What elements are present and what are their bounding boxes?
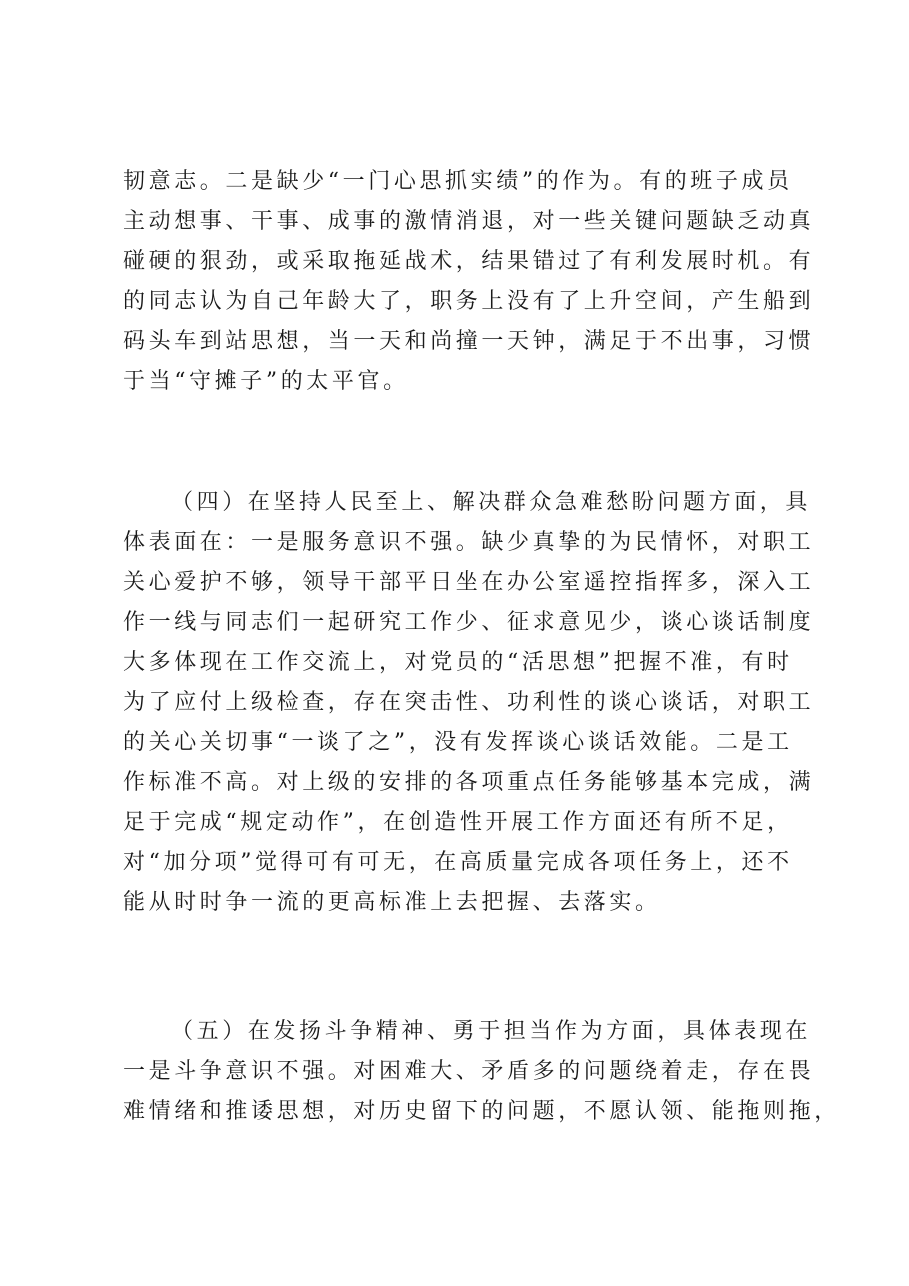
paragraph-line: 的关心关切事“一谈了之”，没有发挥谈心谈话效能。二是工 bbox=[123, 730, 793, 755]
paragraph-line: 体表面在：一是服务意识不强。缺少真挚的为民情怀，对职工 bbox=[123, 530, 815, 555]
paragraph-line: 韧意志。二是缺少“一门心思抓实绩”的作为。有的班子成员 bbox=[123, 169, 793, 194]
paragraph-line: 碰硬的狠劲，或采取拖延战术，结果错过了有利发展时机。有 bbox=[123, 249, 815, 274]
paragraph-line: 主动想事、干事、成事的激情消退，对一些关键问题缺乏动真 bbox=[123, 209, 815, 234]
paragraph-line: （五）在发扬斗争精神、勇于担当作为方面，具体表现在 bbox=[171, 1019, 812, 1044]
paragraph-line: 为了应付上级检查，存在突击性、功利性的谈心谈话，对职工 bbox=[123, 690, 815, 715]
paragraph-2 bbox=[123, 483, 815, 923]
paragraph-line: 作一线与同志们一起研究工作少、征求意见少，谈心谈话制度 bbox=[123, 610, 815, 635]
paragraph-line: 对“加分项”觉得可有可无，在高质量完成各项任务上，还不 bbox=[123, 850, 793, 875]
paragraph-line: 难情绪和推诿思想，对历史留下的问题，不愿认领、能拖则拖， bbox=[123, 1099, 840, 1124]
paragraph-line: 大多体现在工作交流上，对党员的“活思想”把握不准，有时 bbox=[123, 650, 793, 675]
paragraph-line: 能从时时争一流的更高标准上去把握、去落实。 bbox=[123, 890, 661, 915]
paragraph-line: 作标准不高。对上级的安排的各项重点任务能够基本完成，满 bbox=[123, 770, 815, 795]
paragraph-3 bbox=[123, 1012, 840, 1132]
paragraph-line: 关心爱护不够，领导干部平日坐在办公室遥控指挥多，深入工 bbox=[123, 570, 815, 595]
paragraph-line: 码头车到站思想，当一天和尚撞一天钟，满足于不出事，习惯 bbox=[123, 329, 815, 354]
paragraph-line: 的同志认为自己年龄大了，职务上没有了上升空间，产生船到 bbox=[123, 289, 815, 314]
paragraph-line: 一是斗争意识不强。对困难大、矛盾多的问题绕着走，存在畏 bbox=[123, 1059, 815, 1084]
paragraph-1 bbox=[123, 162, 815, 402]
paragraph-line: （四）在坚持人民至上、解决群众急难愁盼问题方面，具 bbox=[171, 490, 812, 515]
paragraph-line: 足于完成“规定动作”，在创造性开展工作方面还有所不足， bbox=[123, 810, 793, 835]
paragraph-line: 于当“守摊子”的太平官。 bbox=[123, 369, 409, 394]
